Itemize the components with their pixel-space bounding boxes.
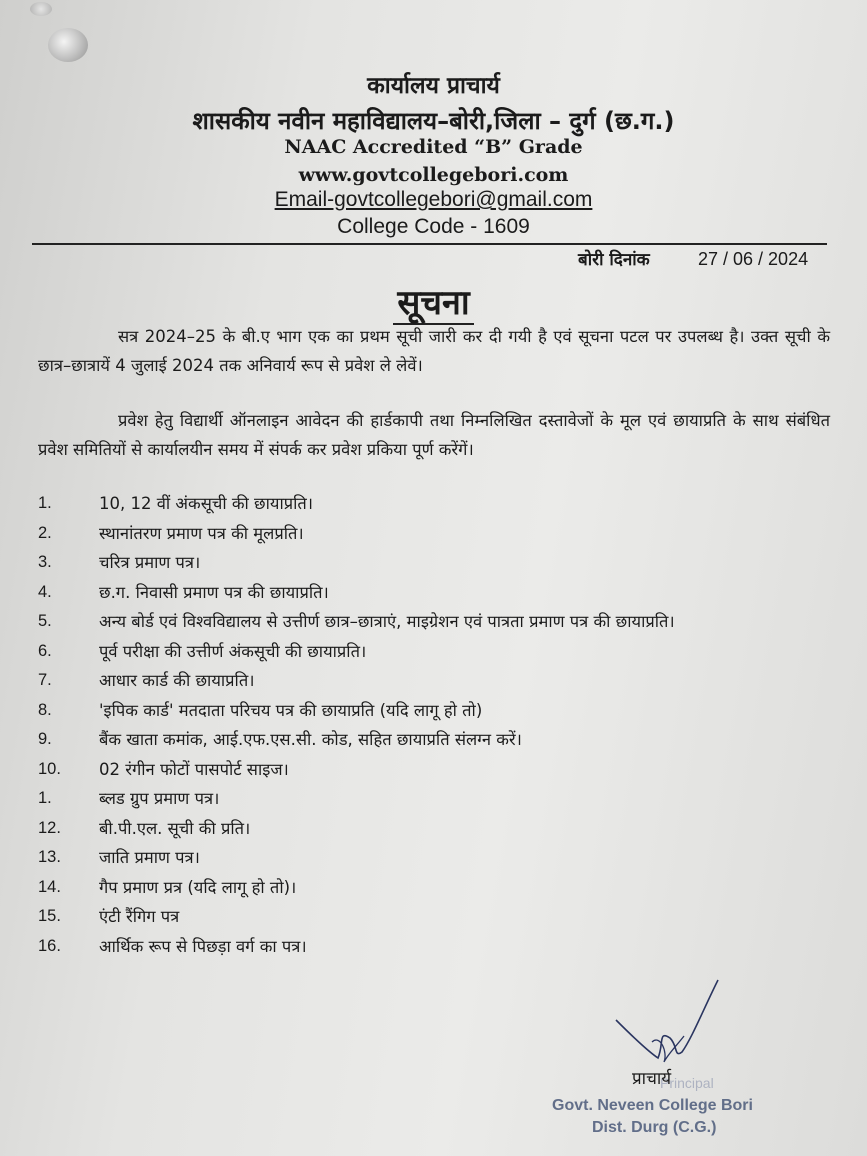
push-pin-icon [48,28,88,62]
documents-list [38,491,838,963]
college-name: शासकीय नवीन महाविद्यालय–बोरी,जिला – दुर्ग (छ.ग.) [192,107,675,135]
item-text: गैप प्रमाण प्रत्र (यदि लागू हो तो)। [99,877,297,897]
paragraph-text: प्रवेश हेतु विद्यार्थी ऑनलाइन आवेदन की हार्डकापी तथा निम्नलिखित दस्तावेजों के मूल एवं छायाप्रति के साथ संबंधित प्रवेश समितियों से कार्यालयीन समय में संपर्क कर प्रवेश प्रकिया पूर्ण करेंगें। [38,411,830,459]
item-text: स्थानांतरण प्रमाण पत्र की मूलप्रति। [99,523,304,543]
document-list-item [38,491,838,516]
item-text: अन्य बोर्ड एवं विश्वविद्यालय से उत्तीर्ण छात्र–छात्राएं, माइग्रेशन एवं पात्रता प्रमाण पत्र की छायाप्रति। [99,612,675,631]
document-list-item [38,639,838,664]
item-number: 2. [38,523,52,542]
document-list-item [38,727,838,752]
item-text: 10, 12 वीं अंकसूची की छायाप्रति। [99,494,314,513]
item-number: 4. [38,582,52,601]
paragraph-admission [38,406,830,464]
item-text: जाति प्रमाण पत्र। [99,848,200,867]
document-list-item [38,668,838,693]
pin-shadow [30,2,52,16]
document-list-item [38,580,838,605]
document-list-item [38,609,838,634]
office-heading: कार्यालय प्राचार्य [367,73,500,99]
document-list-item [38,904,838,929]
item-number: 12. [38,818,61,837]
item-text: 'इपिक कार्ड' मतदाता परिचय पत्र की छायाप्रति (यदि लागू हो तो) [99,700,483,720]
item-number: 1. [38,789,52,807]
item-text: 02 रंगीन फोटों पासपोर्ट साइज। [99,759,289,779]
item-number: 8. [38,700,52,719]
principal-title: प्राचार्य [632,1069,672,1089]
stamp-district: Dist. Durg (C.G.) [592,1119,717,1136]
document-list-item [38,845,838,870]
item-number: 6. [38,641,52,660]
item-text: ब्लड ग्रुप प्रमाण पत्र। [99,789,220,808]
item-number: 7. [38,671,52,689]
email-link[interactable]: Email-govtcollegebori@gmail.com [274,188,593,211]
item-number: 13. [38,848,61,866]
college-code: College Code - 1609 [337,215,530,238]
document-list-item [38,786,838,811]
item-number: 15. [38,907,61,925]
item-text: एंटी रैंगिग पत्र [99,907,180,926]
website-link[interactable]: www.govtcollegebori.com [298,164,569,186]
paragraph-text: सत्र 2024–25 के बी.ए भाग एक का प्रथम सूची जारी कर दी गयी है एवं सूचना पटल पर उपलब्ध है। उक्त सूची के छात्र–छात्रायें 4 जुलाई 2024 तक अनिवार्य रूप से प्रवेश ले लेवें। [38,327,830,375]
item-number: 14. [38,877,61,896]
document-list-item [38,698,838,723]
item-text: छ.ग. निवासी प्रमाण पत्र की छायाप्रति। [99,582,329,602]
document-list-item [38,757,838,782]
header-divider [32,243,827,245]
item-text: पूर्व परीक्षा की उत्तीर्ण अंकसूची की छायाप्रति। [99,641,367,661]
item-number: 5. [38,612,52,630]
item-text: बैंक खाता कमांक, आई.एफ.एस.सी. कोड, सहित छायाप्रति संलग्न करें। [99,730,522,749]
item-text: बी.पी.एल. सूची की प्रति। [99,818,251,838]
document-list-item [38,875,838,900]
document-list-item [38,521,838,546]
item-number: 1. [38,494,52,512]
item-number: 3. [38,553,52,571]
document-list-item [38,816,838,841]
notice-title-text: सूचना [393,283,473,325]
item-number: 16. [38,936,61,955]
document-list-item [38,550,838,575]
date-label: बोरी दिनांक [578,250,650,270]
stamp-principal-ghost: Principal [660,1075,714,1091]
item-text: आर्थिक रूप से पिछड़ा वर्ग का पत्र। [99,936,307,956]
date-value: 27 / 06 / 2024 [698,249,809,269]
document-list-item [38,934,838,959]
signature-scribble [608,972,738,1072]
item-text: चरित्र प्रमाण पत्र। [99,553,201,572]
item-number: 10. [38,759,61,778]
paragraph-first-list [38,322,830,380]
naac-grade: NAAC Accredited “B” Grade [284,136,583,158]
item-number: 9. [38,730,52,748]
stamp-college: Govt. Neveen College Bori [552,1097,753,1114]
notice-title [0,278,867,324]
item-text: आधार कार्ड की छायाप्रति। [99,671,255,690]
